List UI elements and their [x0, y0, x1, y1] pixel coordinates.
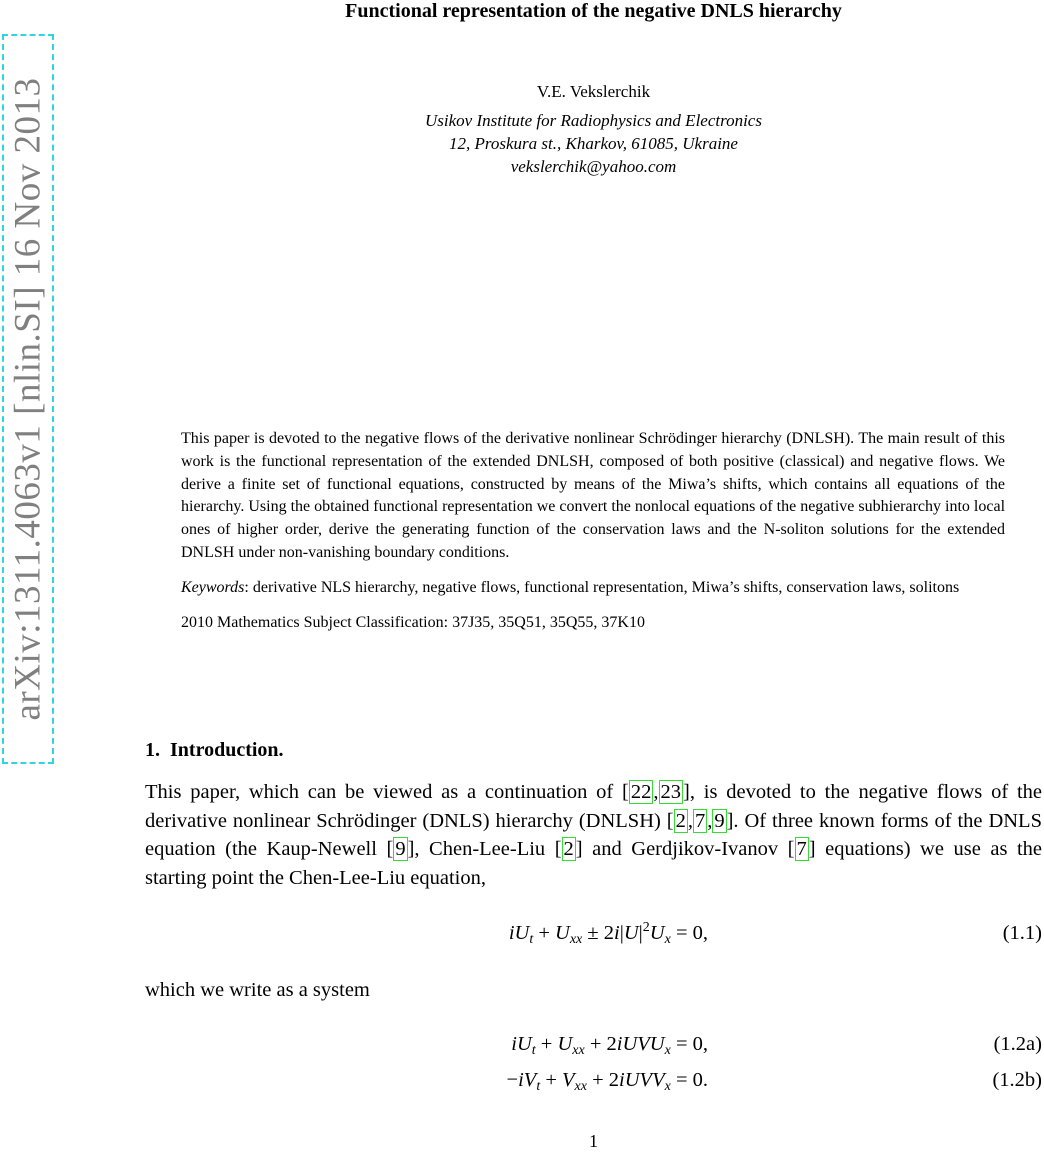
paper-title: Functional representation of the negative DNLS hierarchy: [345, 0, 842, 22]
text-run: ,: [707, 809, 713, 832]
text-run: ], is devoted to the negative flows of the derivative nonlinear Schrödinger (DNLS) hierarchy (DNLSH) [: [145, 781, 1042, 832]
page-number: 1: [589, 1131, 598, 1151]
affiliation-institute: Usikov Institute for Radiophysics and Electronics: [425, 111, 762, 130]
citation-link-7[interactable]: 7: [796, 838, 807, 861]
author-email: vekslerchik@yahoo.com: [510, 157, 677, 176]
citation-link-2[interactable]: 2: [675, 809, 686, 832]
equation-body: $iU_t + U_{xx}$ + 2iUVU$_x$ = 0,: [511, 1033, 708, 1058]
text-run: This paper, which can be viewed as a continuation of [: [145, 781, 629, 803]
equation-number: (1.2b): [992, 1069, 1042, 1091]
abstract: [181, 428, 1005, 646]
text-run: ] equations) we use as the starting point the Chen-Lee-Liu equation,: [145, 838, 1042, 889]
section-heading: [145, 739, 284, 762]
equation-1-1: [145, 922, 1042, 948]
keywords-list: derivative NLS hierarchy, negative flows, functional representation, Miwa’s shifts, conservation laws, solitons: [252, 578, 960, 596]
arxiv-sidebar-stamp: [2, 34, 54, 764]
text-run: ] and Gerdjikov-Ivanov [: [575, 838, 795, 861]
keywords-separator: :: [244, 578, 253, 596]
text-run: ], Chen-Lee-Liu [: [407, 838, 562, 861]
keywords-label: Keywords: [181, 578, 245, 596]
citation-link-23[interactable]: 23: [660, 781, 682, 803]
citation-link-9[interactable]: 9: [714, 809, 725, 832]
intro-paragraph: [145, 778, 1042, 892]
keywords: [181, 577, 1005, 600]
equation-1-2b: [145, 1069, 1042, 1095]
msc-classification: 2010 Mathematics Subject Classification: 37J35, 35Q51, 35Q55, 37K10: [181, 613, 645, 631]
citation-link-7[interactable]: 7: [694, 809, 706, 832]
equation-1-2a: [145, 1033, 1042, 1059]
citation-link-22[interactable]: 22: [630, 781, 652, 803]
author-block: [145, 80, 1042, 178]
affiliation-address: 12, Proskura st., Kharkov, 61085, Ukraine: [449, 134, 738, 153]
section-number: 1.: [145, 739, 160, 761]
section-title: Introduction.: [170, 739, 284, 761]
arxiv-identifier: arXiv:1311.4063v1 [nlin.SI] 16 Nov 2013: [7, 77, 49, 721]
text-run: ,: [653, 781, 659, 803]
text-run: ]. Of three known forms of the DNLS equation (the Kaup-Newell [: [145, 809, 1042, 861]
citation-link-2[interactable]: 2: [563, 838, 574, 861]
equation-number: (1.1): [1002, 922, 1042, 944]
system-intro-paragraph: which we write as a system: [145, 979, 370, 1001]
citation-link-9[interactable]: 9: [395, 838, 406, 861]
equation-body: $iU_t + U_{xx} \pm 2i|U|^2U_x = 0$,: [508, 920, 708, 947]
text-run: ,: [687, 809, 693, 832]
abstract-text: This paper is devoted to the negative flows of the derivative nonlinear Schrödinger hierarchy (DNLSH). The main result of this work is the functional representation of the extended DNLSH, composed of both positive (classical) and negative flows. We derive a finite set of functional equations, constructed by means of the Miwa’s shifts, which contains all equations of the hierarchy. Using the obtained functional representation we convert the nonlocal equations of the negative subhierarchy into local ones of higher order, derive the generating function of the conservation laws and the N-soliton solutions for the extended DNLSH under non-vanishing boundary conditions.: [181, 430, 1006, 561]
equation-number: (1.2a): [993, 1033, 1042, 1055]
author-name: V.E. Vekslerchik: [536, 82, 651, 101]
equation-body: $-iV_t + V_{xx}$ + 2iUVV$_x$ = 0.: [506, 1069, 708, 1094]
